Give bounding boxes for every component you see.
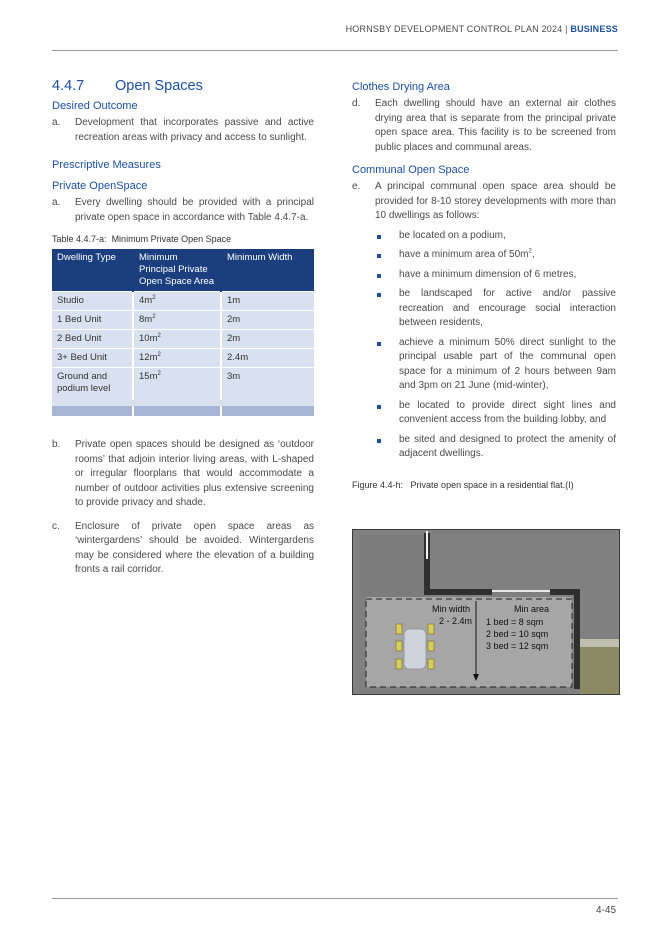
item-text: Enclosure of private open space areas as ‘wintergardens’ should be avoided. Wintergardens may be considered where the elevation of a building fronts a rail corridor. — [75, 520, 314, 575]
section-number: 4.4.7 — [52, 78, 85, 94]
cell-area: $10m^2$ — [133, 330, 221, 349]
label-min-width-value: 2 - 2.4m — [439, 616, 473, 626]
table-row — [52, 311, 314, 330]
prescriptive-item-b — [52, 438, 314, 511]
cell-type: 3+ Bed Unit — [52, 349, 133, 368]
section-title: Open Spaces — [115, 78, 203, 94]
label-area-2: 2 bed = 10 sqm — [486, 629, 549, 639]
cell-type: Studio — [52, 292, 133, 311]
prescriptive-heading: Prescriptive Measures — [52, 159, 161, 171]
header-separator: | — [565, 24, 568, 34]
left-column — [52, 78, 314, 587]
table-shape — [404, 629, 426, 669]
desired-outcome-heading: Desired Outcome — [52, 100, 138, 112]
figure-caption-title: Private open space in a residential flat.(I) — [410, 479, 574, 490]
header-doc-title: HORNSBY DEVELOPMENT CONTROL PLAN 2024 — [345, 24, 563, 34]
label-area-3: 3 bed = 12 sqm — [486, 641, 549, 651]
right-column — [352, 78, 616, 490]
running-header — [346, 24, 618, 34]
prescriptive-item-a — [52, 196, 314, 225]
table-row — [52, 368, 314, 404]
cell-area: $4m^2$ — [133, 292, 221, 311]
header-dwelling-type: Dwelling Type — [52, 249, 133, 292]
interior-room — [360, 535, 426, 597]
header-min-area: Minimum Principal Private Open Space Area — [133, 249, 221, 292]
diagram-svg — [352, 529, 620, 695]
list-item: be located to provide direct sight lines and convenient access from the building lobby, and — [375, 399, 616, 428]
lawn-area — [580, 647, 619, 694]
item-text: A principal communal open space area should be provided for 8-10 storey developments with more than 10 dwellings as follows: — [375, 181, 616, 221]
cell-width: 3m — [221, 368, 314, 404]
communal-item-e — [352, 180, 616, 224]
figure-caption — [352, 480, 616, 490]
table-footer-row — [52, 403, 314, 416]
list-item: have a minimum area of $50m^2$, — [375, 248, 616, 263]
item-text: Every dwelling should be provided with a principal private open space in accordance with Table 4.4.7-a. — [75, 197, 314, 223]
page-number: 4-45 — [595, 905, 616, 916]
cell-type: Ground and podium level — [52, 368, 133, 404]
list-item: achieve a minimum 50% direct sunlight to the principal usable part of the communal open space for a minimum of 2 hours between 9am and 3pm on 21 June (mid-winter), — [375, 336, 616, 394]
table-row — [52, 349, 314, 368]
item-label: b. — [52, 439, 61, 450]
header-rule — [52, 50, 618, 51]
communal-open-space-heading: Communal Open Space — [352, 164, 470, 176]
communal-bullet-list — [375, 229, 616, 462]
figure-caption-id: Figure 4.4-h: — [352, 479, 404, 490]
chair — [428, 641, 434, 651]
list-item: have a minimum dimension of 6 metres, — [375, 268, 616, 283]
chair — [396, 641, 402, 651]
table-caption — [52, 234, 314, 244]
table-caption-title: Minimum Private Open Space — [111, 234, 232, 244]
path — [580, 639, 619, 647]
item-label: d. — [352, 98, 361, 109]
table-row — [52, 292, 314, 311]
chair — [396, 624, 402, 634]
prescriptive-item-c — [52, 520, 314, 578]
header-section: BUSINESS — [570, 24, 618, 34]
cell-width: 2.4m — [221, 349, 314, 368]
label-min-width: Min width — [432, 604, 471, 614]
private-open-space-heading: Private OpenSpace — [52, 180, 148, 192]
wall — [574, 589, 580, 689]
wall — [424, 589, 492, 595]
cell-area: $15m^2$ — [133, 368, 221, 404]
label-area-1: 1 bed = 8 sqm — [486, 617, 544, 627]
clothes-drying-heading: Clothes Drying Area — [352, 81, 450, 93]
chair — [396, 659, 402, 669]
section-heading — [52, 78, 314, 94]
item-label: c. — [52, 520, 60, 532]
list-item: be landscaped for active and/or passive recreation and encourage social interaction between residents, — [375, 287, 616, 331]
cell-width: 2m — [221, 311, 314, 330]
list-item: be sited and designed to protect the amenity of adjacent dwellings. — [375, 433, 616, 462]
item-label: e. — [352, 181, 361, 192]
cell-width: 2m — [221, 330, 314, 349]
chair — [428, 624, 434, 634]
footer-rule — [52, 898, 618, 899]
list-item: be located on a podium, — [375, 229, 616, 244]
label-min-area: Min area — [514, 604, 550, 614]
cell-width: 1m — [221, 292, 314, 311]
cell-type: 1 Bed Unit — [52, 311, 133, 330]
clothes-item-d — [352, 97, 616, 155]
table-header-row — [52, 249, 314, 292]
cell-area: $12m^2$ — [133, 349, 221, 368]
private-open-space-diagram — [352, 529, 620, 695]
header-min-width: Minimum Width — [221, 249, 314, 292]
cell-type: 2 Bed Unit — [52, 330, 133, 349]
item-label: a. — [52, 197, 61, 208]
chair — [428, 659, 434, 669]
item-label: a. — [52, 117, 61, 128]
table-caption-id: Table 4.4.7-a: — [52, 234, 107, 244]
item-text: Each dwelling should have an external air clothes drying area that is separate from the principal private open space area. This facility is to be screened from public places and communal areas. — [375, 98, 616, 153]
item-text: Development that incorporates passive and active recreation areas with privacy and access to sunlight. — [75, 117, 314, 143]
item-text: Private open spaces should be designed as ‘outdoor rooms’ that adjoin interior living areas, with L-shaped or irregular floorplans that would accommodate a number of outdoor activities plus extensive screening to provide privacy and shade. — [75, 439, 314, 508]
desired-outcome-item-a — [52, 116, 314, 145]
cell-area: $8m^2$ — [133, 311, 221, 330]
private-open-space-table — [52, 249, 314, 416]
table-row — [52, 330, 314, 349]
